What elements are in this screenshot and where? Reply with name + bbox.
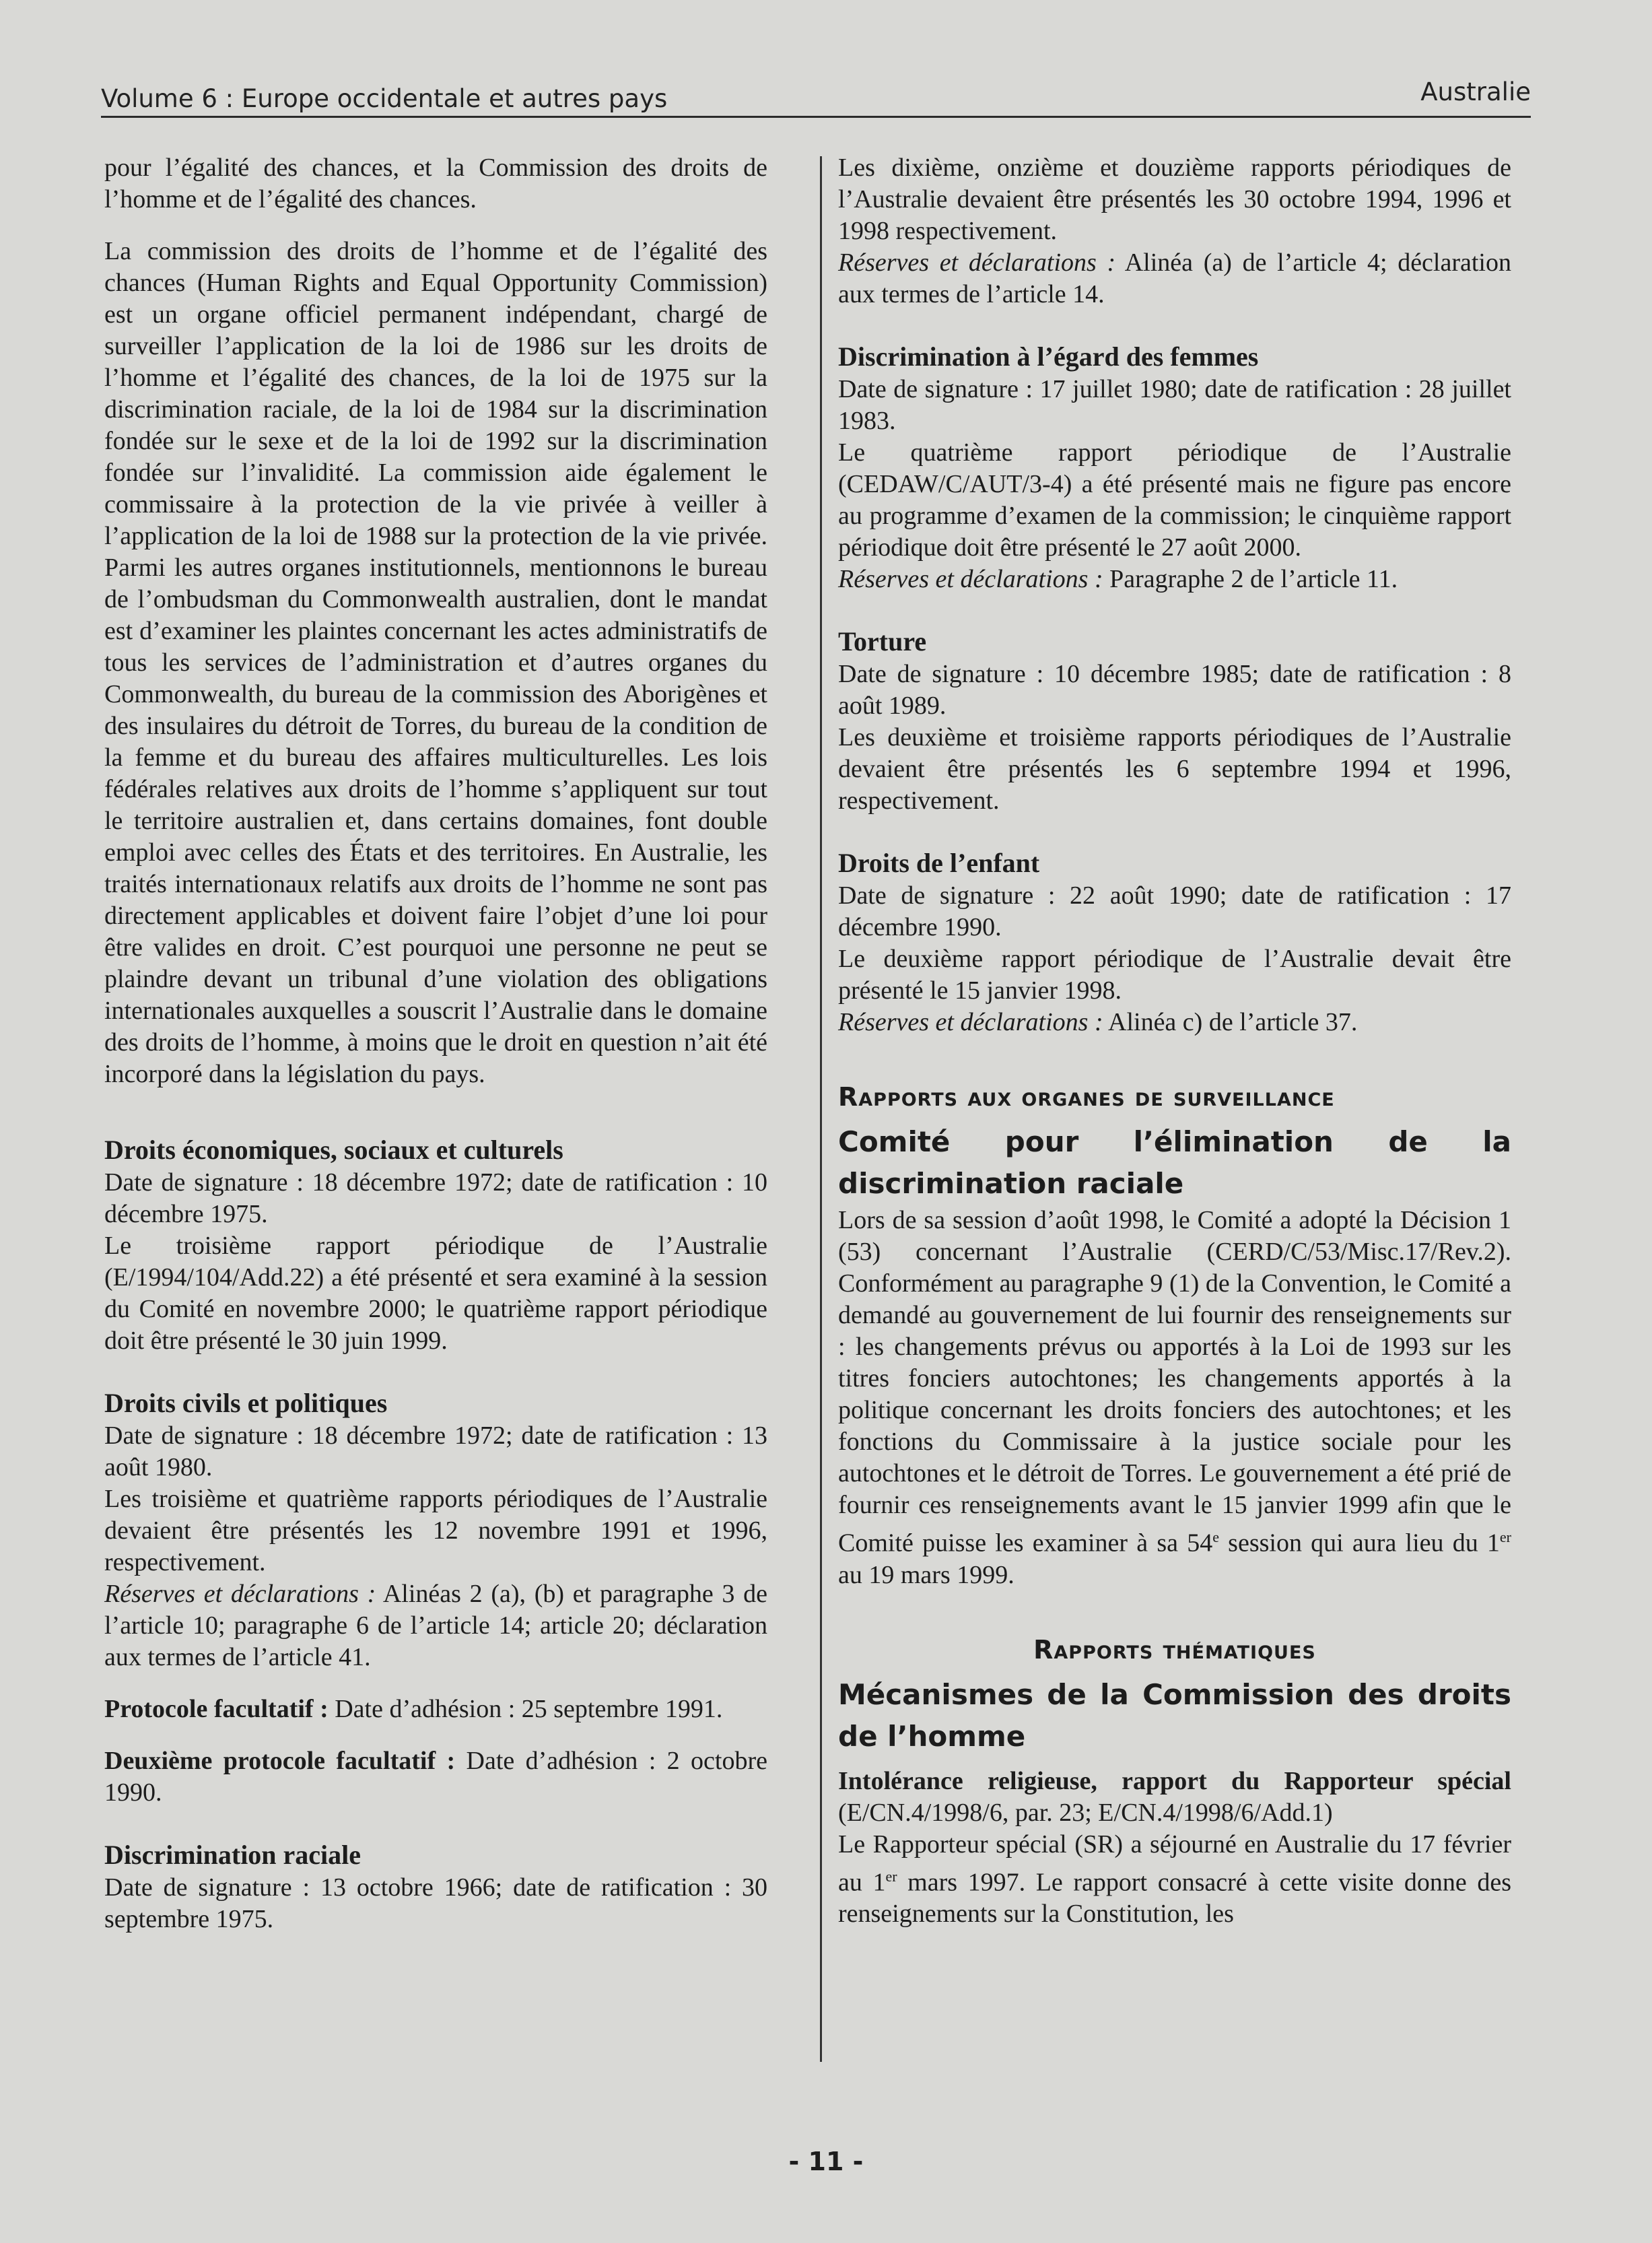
relig-text-b: mars 1997. Le rapport consacré à cette visite donne des renseignements sur la Constitution, les [838,1868,1511,1929]
religious-intolerance-ref: (E/CN.4/1998/6, par. 23; E/CN.4/1998/6/Add.1) [838,1798,1333,1827]
child-reports: Le deuxième rapport périodique de l’Australie devait être présenté le 15 janvier 1998. [838,945,1511,1005]
cp-reports: Les troisième et quatrième rapports périodiques de l’Australie devaient être présentés les 12 novembre 1991 et 1996, respectivement. [104,1485,767,1576]
relig-sup: er [885,1867,897,1885]
paragraph-intro-cont: pour l’égalité des chances, et la Commission des droits de l’homme et de l’égalité des chances. [104,154,767,213]
cp-reserves-label: Réserves et déclarations : [104,1580,376,1608]
cerd-sup-2: er [1499,1529,1511,1545]
rd-reserves-label: Réserves et déclarations : [838,248,1116,277]
cerd-text-b: session qui aura lieu du 1 [1218,1529,1500,1558]
child-reserves [838,1007,1511,1038]
women-dates: Date de signature : 17 juillet 1980; date de ratification : 28 juillet 1983. [838,375,1511,435]
header-volume-title: Volume 6 : Europe occidentale et autres pays [101,84,668,113]
child-dates: Date de signature : 22 août 1990; date de ratification : 17 décembre 1990. [838,881,1511,941]
optional-protocol [104,1694,767,1725]
rd-reserves [838,247,1511,310]
left-column [104,152,767,1935]
child-reserves-text: Alinéa c) de l’article 37. [1103,1008,1358,1036]
religious-intolerance-heading [838,1766,1511,1829]
page-header [101,73,1531,118]
cerd-text [838,1205,1511,1591]
section-monitoring-reports: Rapports aux organes de surveillance [838,1082,1335,1112]
optional-protocol-text: Date d’adhésion : 25 septembre 1991. [328,1695,723,1723]
cerd-text-c: au 19 mars 1999. [838,1560,1014,1589]
heading-racial-discrimination: Discrimination raciale [104,1840,362,1870]
heading-child-rights: Droits de l’enfant [838,848,1040,878]
women-reports: Le quatrième rapport périodique de l’Australie (CEDAW/C/AUT/3-4) a été présenté mais ne figure pas encore au programme d’examen de la commission; le cinquième rapport périodique doit être présenté le 27 août 2000. [838,438,1511,562]
relig-text-a: Le Rapporteur spécial (SR) a séjourné en Australie du 17 février au 1 [838,1830,1511,1897]
rd-reports: Les dixième, onzième et douzième rapports périodiques de l’Australie devaient être présentés les 30 octobre 1994, 1996 et 1998 respectivement. [838,154,1511,245]
rd-reserves-text: Alinéa (a) de l’article 4; déclaration aux termes de l’article 14. [838,248,1511,308]
optional-protocol-label: Protocole facultatif : [104,1695,329,1723]
esc-dates: Date de signature : 18 décembre 1972; date de ratification : 10 décembre 1975. [104,1168,767,1228]
section-thematic-reports: Rapports thématiques [1033,1634,1316,1665]
women-reserves-label: Réserves et déclarations : [838,565,1103,593]
religious-intolerance-title: Intolérance religieuse, rapport du Rapporteur spécial [838,1766,1511,1795]
header-country: Australie [1420,77,1531,106]
torture-reports: Les deuxième et troisième rapports périodiques de l’Australie devaient être présentés les 6 septembre 1994 et 1996, respectivement. [838,723,1511,815]
rd-dates: Date de signature : 13 octobre 1966; date de ratification : 30 septembre 1975. [104,1873,767,1933]
cerd-sup-1: e [1212,1529,1219,1545]
child-reserves-label: Réserves et déclarations : [838,1008,1103,1036]
cerd-text-a: Lors de sa session d’août 1998, le Comité a adopté la Décision 1 (53) concernant l’Australie (CERD/C/53/Misc.17/Rev.2). Conformément au paragraphe 9 (1) de la Convention, le Comité a demandé au gouvernement de lui fournir des renseignements sur : les changements prévus ou apportés à la Loi de 1993 sur les titres fonciers autochtones; les changements apportés à la politique concernant les droits fonciers des autochtones; et les fonctions du Commissaire à la justice sociale pour les autochtones et le détroit de Torres. Le gouvernement a été prié de fournir ces renseignements avant le 15 janvier 1999 afin que le Comité puisse les examiner à sa 54 [838,1206,1511,1558]
women-reserves [838,564,1511,595]
second-optional-protocol-label: Deuxième protocole facultatif : [104,1747,456,1775]
esc-reports: Le troisième rapport périodique de l’Australie (E/1994/104/Add.22) a été présenté et sera examiné à la session du Comité en novembre 2000; le quatrième rapport périodique doit être présenté le 30 juin 1999. [104,1232,767,1355]
heading-esc-rights: Droits économiques, sociaux et culturels [104,1135,563,1165]
column-divider [820,156,822,2062]
cp-reserves-text: Alinéas 2 (a), (b) et paragraphe 3 de l’article 10; paragraphe 6 de l’article 14; article 20; déclaration aux termes de l’article 41. [104,1580,767,1671]
heading-mechanisms: Mécanismes de la Commission des droits de l’homme [838,1677,1511,1753]
paragraph-commission: La commission des droits de l’homme et de l’égalité des chances (Human Rights and Equal Opportunity Commission) est un organe officiel permanent indépendant, chargé de surveiller l’application de la loi de 1986 sur les droits de l’homme et l’égalité des chances, de la loi de 1975 sur la discrimination raciale, de la loi de 1984 sur la discrimination fondée sur le sexe et de la loi de 1992 sur la discrimination fondée sur l’invalidité. La commission aide également le commissaire à la protection de la vie privée à veiller à l’application de la loi de 1988 sur la protection de la vie privée. Parmi les autres organes institutionnels, mentionnons le bureau de l’ombudsman du Commonwealth australien, dont le mandat est d’examiner les plaintes concernant les actes administratifs de tous les services de l’administration et d’autres organes du Commonwealth, du bureau de la commission des Aborigènes et des insulaires du détroit de Torres, du bureau de la condition de la femme et du bureau des affaires multiculturelles. Les lois fédérales relatives aux droits de l’homme s’appliquent sur tout le territoire australien et, dans certains domaines, font double emploi avec celles des États et des territoires. En Australie, les traités internationaux relatifs aux droits de l’homme ne sont pas directement applicables et doivent faire l’objet d’une loi pour être valides en droit. C’est pourquoi une personne ne peut se plaindre devant un tribunal d’une violation des obligations internationales auxquelles a souscrit l’Australie dans le domaine des droits de l’homme, à moins que le droit en question n’ait été incorporé dans la législation du pays. [104,237,767,1088]
heading-torture: Torture [838,626,927,657]
religious-intolerance-text [838,1829,1511,1931]
women-reserves-text: Paragraphe 2 de l’article 11. [1103,565,1398,593]
heading-cerd: Comité pour l’élimination de la discrimination raciale [838,1125,1511,1200]
heading-civil-political: Droits civils et politiques [104,1388,388,1418]
right-column [838,152,1511,1930]
torture-dates: Date de signature : 10 décembre 1985; date de ratification : 8 août 1989. [838,660,1511,720]
page-number: - 11 - [788,2147,864,2176]
heading-women-discrimination: Discrimination à l’égard des femmes [838,341,1259,372]
cp-reserves [104,1578,767,1673]
cp-dates: Date de signature : 18 décembre 1972; date de ratification : 13 août 1980. [104,1421,767,1481]
second-optional-protocol [104,1745,767,1809]
second-optional-protocol-text: Date d’adhésion : 2 octobre 1990. [104,1747,767,1807]
